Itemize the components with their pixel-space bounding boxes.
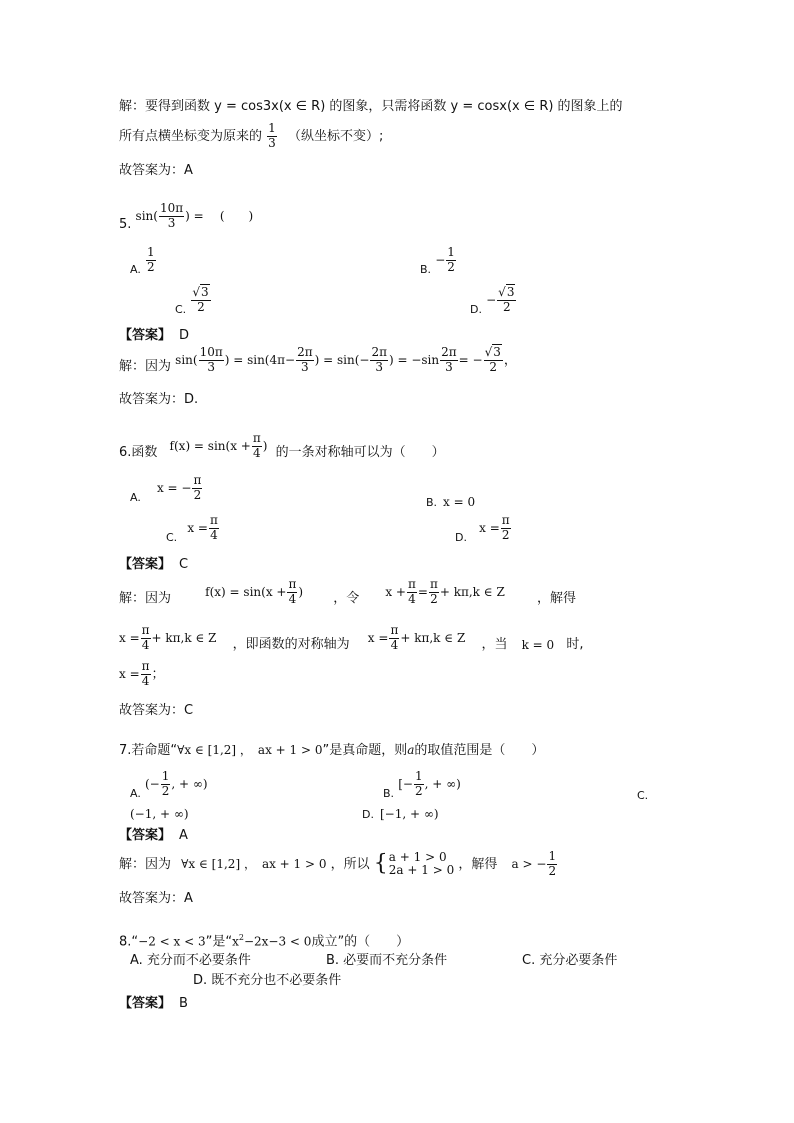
fraction: $\frac{\pi}{4}$ [390,623,399,652]
q5-solution: 解：因为 sin( $\frac{10\pi}{3}$ ) = sin(4π− $\frac{2\pi}{3}$ ) = sin(− $\frac{2\pi}{3}$ ) = −sin $\frac{2\pi}{3}$ = − $\frac{√3}{2}$ ， [119,345,517,374]
fraction: $\frac{1}{2}$ [447,245,455,274]
q8-option-b: B. 必要而不充分条件 [326,953,448,968]
q6-option-a: A. x = − $\frac{\pi}{2}$ [130,473,202,504]
fraction: $\frac{1}{2}$ [161,769,170,798]
q5-option-c: C. $\frac{√3}{2}$ [175,285,209,316]
fraction: $\frac{1}{3}$ [268,121,276,150]
q5-option-d: D. − $\frac{√3}{2}$ [470,285,515,316]
q6-option-b: B. x = 0 [426,495,476,509]
q7-option-a: A. (− $\frac{1}{2}$ , + ∞) [130,769,208,800]
fraction: $\frac{1}{2}$ [548,849,557,878]
fraction: $\frac{10\pi}{3}$ [199,345,223,374]
fraction: $\frac{2\pi}{3}$ [297,345,313,374]
q6-final-answer: 故答案为：C [119,703,194,718]
fraction: $\frac{√3}{2}$ [192,285,209,314]
fraction: $\frac{\pi}{4}$ [407,577,416,606]
q7-option-c-label: C. [637,789,649,802]
sqrt-symbol: √3 [484,345,501,359]
fraction: $\frac{√3}{2}$ [484,345,501,374]
q7-stem: 7.若命题“∀x ∈ [1,2] ， ax + 1 > 0”是真命题，则a的取值范围是（ ） [119,743,545,758]
q6-option-d: D. x = $\frac{\pi}{2}$ [455,513,510,544]
sqrt-symbol: √3 [192,285,209,299]
fraction: $\frac{\pi}{2}$ [193,473,202,502]
q8-option-d: D. 既不充分也不必要条件 [193,973,342,988]
sqrt-symbol: √3 [498,285,515,299]
q7-option-d: D. [−1, + ∞) [362,807,439,821]
fraction: $\frac{2\pi}{3}$ [371,345,387,374]
fraction: $\frac{\pi}{4}$ [288,577,297,606]
q5-answer: 【答案】 D [119,328,190,343]
q4-final-answer: 故答案为：A [119,163,193,178]
q5-option-a: A. $\frac{1}{2}$ [130,245,155,276]
q5-final-answer: 故答案为：D. [119,392,199,407]
fraction: $\frac{\pi}{2}$ [501,513,510,542]
q6-option-c: C. x = $\frac{\pi}{4}$ [166,513,218,544]
q5-stem: 5. sin( $\frac{10\pi}{3}$ ) = ( ) [119,201,254,232]
q7-answer: 【答案】 A [119,828,188,843]
q6-solution-line1: 解：因为 f(x) = sin(x + $\frac{\pi}{4}$ ) ，令 x + $\frac{\pi}{4}$ = $\frac{\pi}{2}$ + kπ,k ∈ Z ，解得 [119,577,576,606]
q6-solution-line2: x = $\frac{\pi}{4}$ + kπ,k ∈ Z ，即函数的对称轴为 x = $\frac{\pi}{4}$ + kπ,k ∈ Z ，当 k = 0 时, [119,623,584,652]
q8-option-a: A. 充分而不必要条件 [130,953,251,968]
fraction: $\frac{\pi}{4}$ [141,659,150,688]
q7-solution: 解：因为 ∀x ∈ [1,2] ， ax + 1 > 0 ，所以 { a + 1 > 0 2a + 1 > 0 ，解得 a > − $\frac{1}{2}$ [119,849,557,878]
q8-answer: 【答案】 B [119,996,188,1011]
q6-solution-line3: x = $\frac{\pi}{4}$ ； [119,659,165,688]
fraction: $\frac{10\pi}{3}$ [159,201,184,230]
q7-option-c-text: (−1, + ∞) [130,807,189,821]
fraction: $\frac{\pi}{4}$ [252,431,261,460]
fraction: $\frac{2\pi}{3}$ [441,345,457,374]
brace-symbol: { [373,851,388,877]
q8-option-c: C. 充分必要条件 [522,953,618,968]
q4-solution-line1: 解：要得到函数 y = cos3x(x ∈ R) 的图象，只需将函数 y = cosx(x ∈ R) 的图象上的 [119,99,623,114]
fraction: $\frac{1}{2}$ [146,245,155,274]
fraction: $\frac{\pi}{4}$ [141,623,150,652]
q8-stem: 8.“−2 < x < 3”是“$x^2-2x-3 < 0$成立”的（ ） [119,933,410,950]
q7-final-answer: 故答案为：A [119,891,193,906]
q6-stem: 6.函数 f(x) = sin(x + $\frac{\pi}{4}$ ) 的一条对称轴可以为（ ） [119,431,445,460]
fraction: $\frac{\pi}{2}$ [429,577,438,606]
q5-option-b: B. − $\frac{1}{2}$ [420,245,455,276]
q4-solution-line2: 所有点横坐标变为原来的 $\frac{1}{3}$ （纵坐标不变）; [119,121,384,150]
equation-system: { a + 1 > 0 2a + 1 > 0 [373,850,455,878]
q6-answer: 【答案】 C [119,557,189,572]
fraction: $\frac{√3}{2}$ [498,285,515,314]
fraction: $\frac{1}{2}$ [414,769,423,798]
fraction: $\frac{\pi}{4}$ [209,513,218,542]
q7-option-b: B. [− $\frac{1}{2}$ , + ∞) [383,769,461,800]
